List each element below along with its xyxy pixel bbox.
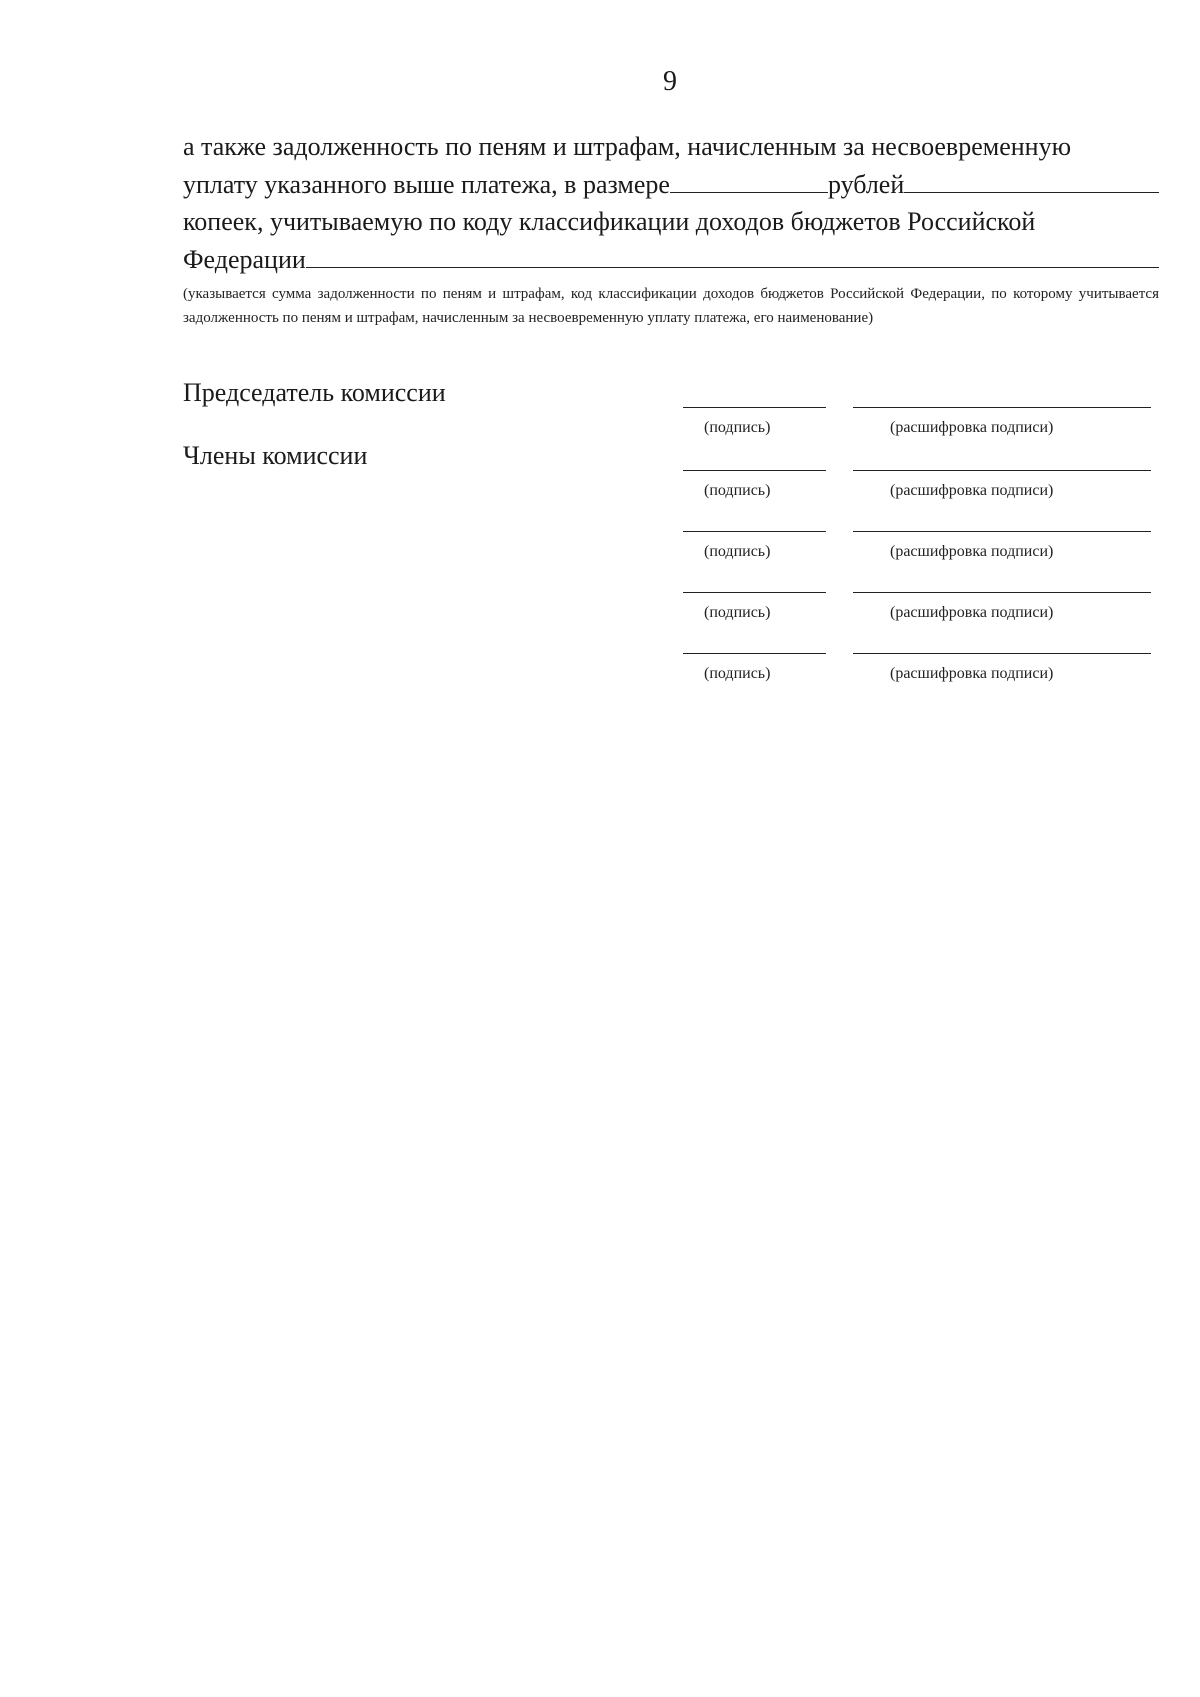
classification-code-blank[interactable] [306,245,1159,268]
paragraph-line-4-prefix: Федерации [183,244,306,274]
main-paragraph [183,128,1159,278]
name-caption: (расшифровка подписи) [890,419,1054,436]
paragraph-line-4 [183,241,1159,279]
chairman-label: Председатель комиссии [183,378,446,407]
signature-caption: (подпись) [704,665,771,682]
signature-name-line[interactable] [853,653,1151,654]
amount-rubles-blank[interactable] [670,170,828,193]
chairman-signature-row [0,407,1200,467]
signature-name-line[interactable] [853,407,1151,408]
name-caption: (расшифровка подписи) [890,543,1054,560]
footnote-instruction: (указывается сумма задолженности по пеням и штрафам, код классификации доходов бюджетов Российской Федерации, по которому учитывается задолженность по пеням и штрафам, начисленным за несвоевременную уплату платежа, его наименование) [183,286,1159,326]
signature-name-line[interactable] [853,592,1151,593]
paragraph-line-3-text: копеек, учитываемую по коду классификации доходов бюджетов Российской [183,207,1036,236]
members-label: Члены комиссии [183,441,368,470]
amount-kopecks-blank[interactable] [904,170,1159,193]
member-signature-row [0,592,1200,652]
member-signature-row [0,531,1200,591]
rubles-label: рублей [827,169,905,199]
signature-line[interactable] [683,653,826,654]
signature-name-line[interactable] [853,531,1151,532]
paragraph-line-3 [183,203,1159,241]
signature-caption: (подпись) [704,604,771,621]
page-number: 9 [663,66,677,97]
signature-caption: (подпись) [704,419,771,436]
signature-caption: (подпись) [704,482,771,499]
name-caption: (расшифровка подписи) [890,665,1054,682]
signature-name-line[interactable] [853,470,1151,471]
member-signature-row [0,470,1200,530]
signature-line[interactable] [683,531,826,532]
paragraph-line-1-text: а также задолженность по пеням и штрафам, начисленным за несвоевременную [183,132,1071,161]
paragraph-line-2 [183,166,1159,204]
paragraph-line-1 [183,128,1159,166]
member-signature-row [0,653,1200,713]
name-caption: (расшифровка подписи) [890,482,1054,499]
paragraph-line-2-prefix: уплату указанного выше платежа, в размере [183,169,670,199]
name-caption: (расшифровка подписи) [890,604,1054,621]
signature-line[interactable] [683,592,826,593]
signature-line[interactable] [683,470,826,471]
signature-line[interactable] [683,407,826,408]
signature-caption: (подпись) [704,543,771,560]
